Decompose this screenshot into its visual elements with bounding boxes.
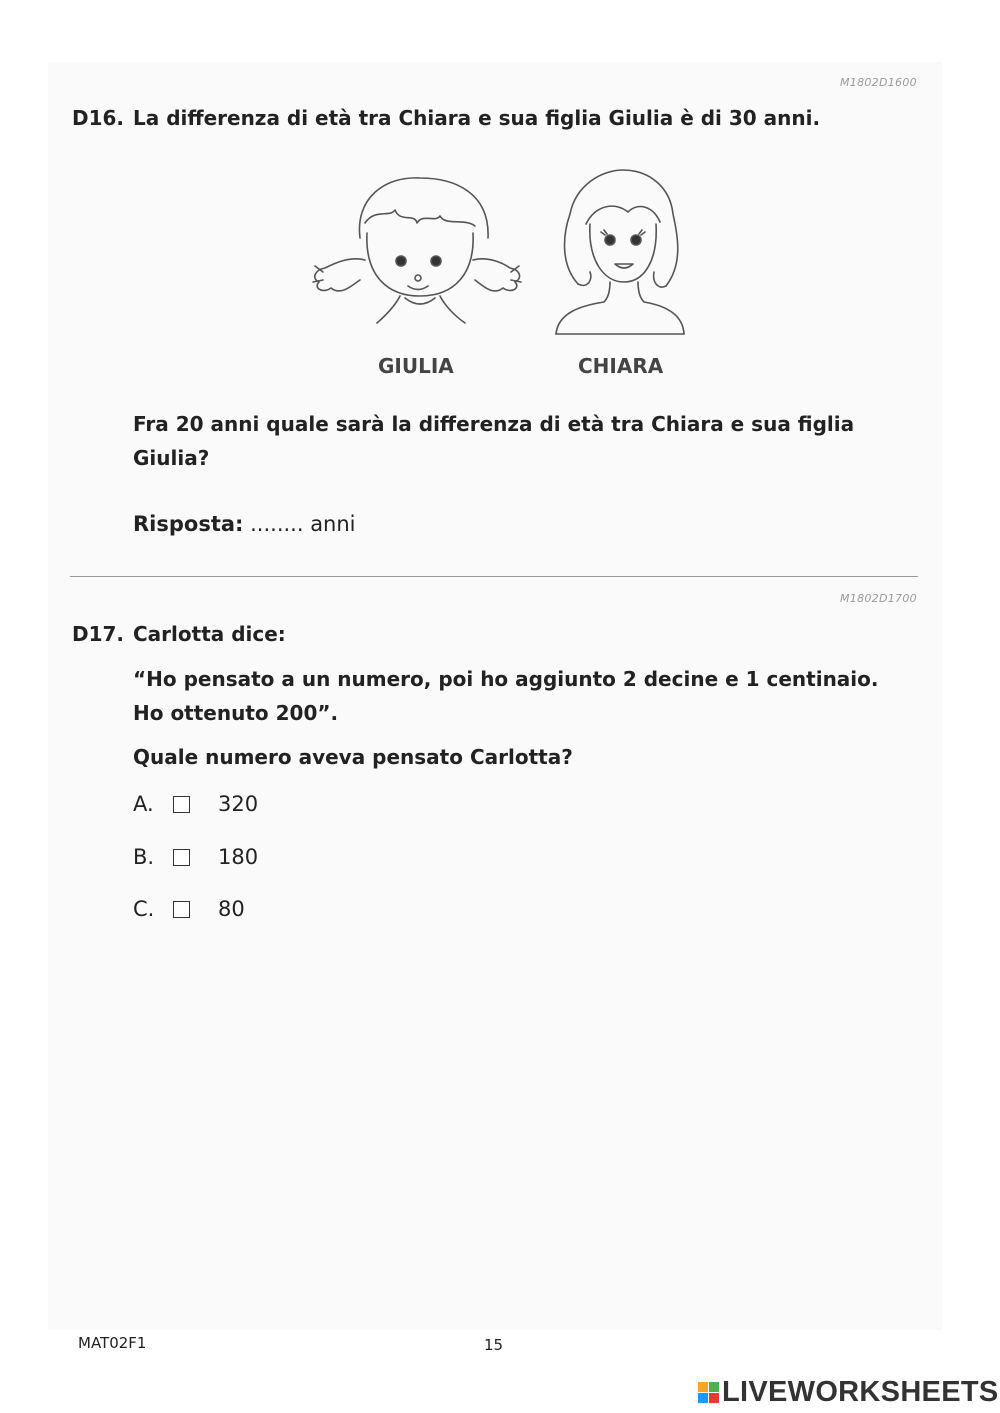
question-text-line1: Fra 20 anni quale sarà la differenza di età tra Chiara e sua figlia <box>133 412 855 436</box>
question-number: D16. <box>72 106 125 130</box>
chiara-label: CHIARA <box>578 354 664 378</box>
brand-square <box>698 1382 708 1392</box>
liveworksheets-logo <box>698 1376 999 1409</box>
question-number: D17. <box>72 622 125 646</box>
question-text-line2: Giulia? <box>133 446 210 470</box>
option-letter: A. <box>133 792 154 816</box>
question-code: M1802D1700 <box>840 592 917 605</box>
option-value: 80 <box>218 897 245 921</box>
giulia-label: GIULIA <box>378 354 454 378</box>
option-a[interactable] <box>133 792 258 816</box>
option-b-checkbox[interactable] <box>173 849 190 866</box>
option-value: 180 <box>218 845 259 869</box>
answer-input[interactable]: ........ anni <box>243 512 356 536</box>
brand-square <box>709 1393 719 1403</box>
brand-icon <box>698 1382 719 1403</box>
answer-row <box>133 512 356 536</box>
question-statement: La differenza di età tra Chiara e sua figlia Giulia è di 30 anni. <box>133 106 821 130</box>
document-code: MAT02F1 <box>78 1334 147 1352</box>
brand-name: LIVEWORKSHEETS <box>722 1376 999 1408</box>
answer-label: Risposta: <box>133 512 244 536</box>
option-c[interactable] <box>133 897 245 921</box>
option-c-checkbox[interactable] <box>173 901 190 918</box>
option-value: 320 <box>218 792 259 816</box>
quote-line2: Ho ottenuto 200”. <box>133 701 339 725</box>
brand-square <box>709 1382 719 1392</box>
chiara-illustration <box>548 164 698 336</box>
question-intro: Carlotta dice: <box>133 622 286 646</box>
page-number: 15 <box>484 1336 504 1354</box>
option-a-checkbox[interactable] <box>173 796 190 813</box>
question-code: M1802D1600 <box>840 76 917 89</box>
giulia-illustration <box>305 168 525 328</box>
option-letter: B. <box>133 845 155 869</box>
question-text: Quale numero aveva pensato Carlotta? <box>133 745 573 769</box>
divider <box>70 576 918 577</box>
option-letter: C. <box>133 897 155 921</box>
option-b[interactable] <box>133 845 258 869</box>
quote-line1: “Ho pensato a un numero, poi ho aggiunto 2 decine e 1 centinaio. <box>133 667 879 691</box>
brand-square <box>698 1393 708 1403</box>
